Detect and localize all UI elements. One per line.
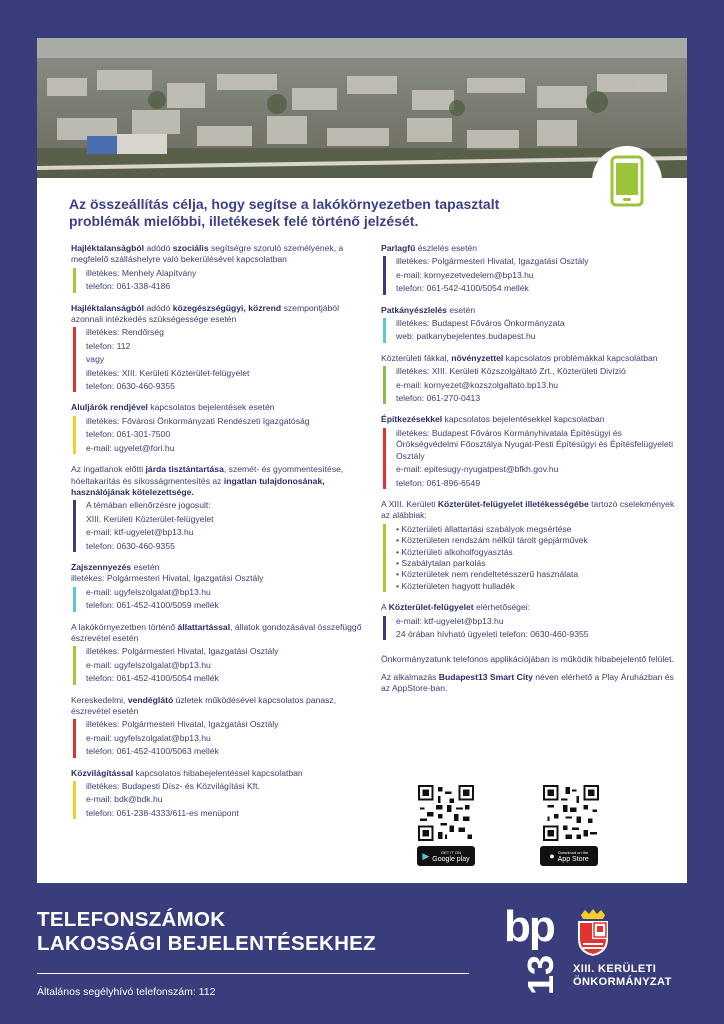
list-item: • Szabálytalan parkolás (396, 558, 676, 569)
contact-block: illetékes: Fővárosi Önkormányzati Rendészeti Igazgatóság telefon: 061-301-7500 e-mail: ugyelet@fori.hu (73, 416, 363, 454)
section-homeless-social: Hajléktalanságból adódó szociális segítségre szoruló személyének, a megfelelő szálláshelyre való bekerülésével kapcsolatban illetékes: Menhely Alapítvány telefon: 061-338-4186 (71, 243, 363, 293)
city-aerial-photo (37, 38, 687, 178)
list-item: • Közterületen hagyott hulladék (396, 581, 676, 592)
contact-block (383, 524, 676, 592)
contact-block: illetékes: Budapest Főváros Önkormányzata web: patkanybejelentes.budapest.hu (383, 318, 676, 343)
app-store-qr-code[interactable] (543, 785, 599, 841)
apple-icon: ● (549, 850, 555, 861)
footer-divider (37, 973, 469, 974)
section-homeless-public: Hajléktalanságból adódó közegészségügyi, közrend szempontjából azonnali intézkedés szükségessége esetén illetékes: Rendőrség telefon: 112 vagy illetékes: XIII. Kerületi Közterület-felügyelet telefon: 0630-460-9355 (71, 303, 363, 393)
contact-block: illetékes: Menhely Alapítvány telefon: 061-338-4186 (73, 268, 363, 293)
section-construction: Építkezésekkel kapcsolatos bejelentésekkel kapcsolatban illetékes: Budapest Főváros Kormányhivatala Építésügyi és Örökségvédelmi Főosztálya Nyugat-Pesti Építésügyi és Építésfelügyeleti Osztály e-mail: epitesugy-nyugatpest@bfkh.gov.hu telefon: 061-896-6549 (381, 414, 676, 488)
left-column (71, 243, 363, 829)
contact-block: illetékes: Polgármesteri Hivatal, Igazgatási Osztály e-mail: ugyfelszolgalat@bp13.hu telefon: 061-452-4100/5054 mellék (73, 646, 363, 684)
section-underpasses: Aluljárók rendjével kapcsolatos bejelentések esetén illetékes: Fővárosi Önkormányzati Rendészeti Igazgatóság telefon: 061-301-7500 e-mail: ugyelet@fori.hu (71, 402, 363, 454)
contact-block: illetékes: XIII. Kerületi Közszolgáltató Zrt., Közterületi Divízió e-mail: kornyezet@kozszolgaltato.bp13.hu telefon: 061-270-0413 (383, 366, 676, 404)
section-supervision-contacts: A Közterület-felügyelet elérhetőségei: e-mail: ktf-ugyelet@bp13.hu 24 órában hívható ügyeleti telefon: 0630-460-9355 (381, 602, 676, 640)
phone-icon (592, 146, 662, 216)
footer-title: TELEFONSZÁMOK LAKOSSÁGI BEJELENTÉSEKHEZ (37, 908, 376, 955)
poster-card (37, 38, 687, 883)
right-column (381, 243, 676, 705)
section-hospitality: Kereskedelmi, vendéglátó üzletek működésével kapcsolatos panasz, észrevétel esetén illetékes: Polgármesteri Hivatal, Igazgatási Osztály e-mail: ugyfelszolgalat@bp13.hu telefon: 061-452-4100/5063 mellék (71, 695, 363, 758)
section-noise: Zajszennyezés esetén illetékes: Polgármesteri Hivatal, Igazgatási Osztály e-mail: ugyfelszolgalat@bp13.hu telefon: 061-452-4100/5059 mellék (71, 562, 363, 612)
google-play-badge[interactable]: ▶ GET IT ON Google play (417, 846, 475, 866)
section-sidewalk: Az ingatlanok előtti járda tisztántartása, szemét- és gyommentesítése, hóeltakarítás és síkosságmentesítés az ingatlan tulajdonosának, használójának kötelezettsége. A témában ellenőrzésre jogosult: XIII. Kerületi Közterület-felügyelet e-mail: ktf-ugyelet@bp13.hu telefon: 0630-460-9355 (71, 464, 363, 552)
section-animals: A lakókörnyezetben történő állattartással, állatok gondozásával összefüggő észrevétel esetén illetékes: Polgármesteri Hivatal, Igazgatási Osztály e-mail: ugyfelszolgalat@bp13.hu telefon: 061-452-4100/5054 mellék (71, 621, 362, 684)
contact-block: e-mail: ugyfelszolgalat@bp13.hu telefon: 061-452-4100/5059 mellék (73, 587, 363, 612)
contact-block: e-mail: ktf-ugyelet@bp13.hu 24 órában hívható ügyeleti telefon: 0630-460-9355 (383, 616, 676, 641)
play-icon: ▶ (422, 850, 430, 861)
lead-text: Az összeállítás célja, hogy segítse a lakókörnyezetben tapasztalt problémák mielőbbi, illetékesek felé történő jelzését. (69, 196, 500, 229)
bp13-logo: bp 13 (504, 902, 561, 996)
list-item: • Közterületi állattartási szabályok megsértése (396, 524, 676, 535)
contact-block: illetékes: Budapesti Dísz- és Közvilágítási Kft. e-mail: bdk@bdk.hu telefon: 061-238-4333/611-es menüpont (73, 781, 363, 819)
contact-block: illetékes: Polgármesteri Hivatal, Igazgatási Osztály e-mail: kornyezetvedelem@bp13.hu telefon: 061-542-4100/5054 mellék (383, 256, 676, 294)
section-app: Önkormányzatunk telefonos applikációjában is működik hibabejelentő felület. Az alkalmazás Budapest13 Smart City néven elérhető a Play Áruházban és az AppStore-ban. (381, 654, 674, 694)
section-public-space-supervision: A XIII. Kerületi Közterület-felügyelet illetékességébe tartozó cselekmények az alábbiak: • Közterületi állattartási szabályok megsértése • Közterületen rendszám nélkül tárolt gépjárművek • Közterületi alkoholfogyasztás • Szabálytalan parkolás • Közterületek nem rendeltetésszerű használata • Közterületen hagyott hulladék (381, 499, 676, 592)
section-street-lighting: Közvilágítással kapcsolatos hibabejelentéssel kapcsolatban illetékes: Budapesti Dísz- és Közvilágítási Kft. e-mail: bdk@bdk.hu telefon: 061-238-4333/611-es menüpont (71, 768, 363, 820)
google-play-qr-code[interactable] (418, 785, 474, 841)
list-item: • Közterületek nem rendeltetésszerű használata (396, 569, 676, 580)
contact-block: illetékes: Rendőrség telefon: 112 vagy illetékes: XIII. Kerületi Közterület-felügyelet telefon: 0630-460-9355 (73, 327, 363, 392)
logo-text: XIII. KERÜLETI ÖNKORMÁNYZAT (573, 963, 672, 988)
coat-of-arms-icon (574, 909, 612, 957)
section-ragweed: Parlagfű észlelés esetén illetékes: Polgármesteri Hivatal, Igazgatási Osztály e-mail: kornyezetvedelem@bp13.hu telefon: 061-542-4100/5054 mellék (381, 243, 676, 295)
contact-block: A témában ellenőrzésre jogosult: XIII. Kerületi Közterület-felügyelet e-mail: ktf-ugyelet@bp13.hu telefon: 0630-460-9355 (73, 500, 363, 552)
violations-list (396, 524, 676, 592)
app-store-badge[interactable]: ● Download on the App Store (540, 846, 598, 866)
list-item: • Közterületen rendszám nélkül tárolt gépjárművek (396, 535, 676, 546)
contact-block: illetékes: Budapest Főváros Kormányhivatala Építésügyi és Örökségvédelmi Főosztálya Nyugat-Pesti Építésügyi és Építésfelügyeleti Osztály e-mail: epitesugy-nyugatpest@bfkh.gov.hu telefon: 061-896-6549 (383, 428, 676, 489)
section-trees: Közterületi fákkal, növényzettel kapcsolatos problémákkal kapcsolatban illetékes: XIII. Kerületi Közszolgáltató Zrt., Közterületi Divízió e-mail: kornyezet@kozszolgaltato.bp13.hu telefon: 061-270-0413 (381, 353, 676, 405)
list-item: • Közterületi alkoholfogyasztás (396, 547, 676, 558)
footer-subtitle: Általános segélyhívó telefonszám: 112 (37, 986, 216, 998)
contact-block: illetékes: Polgármesteri Hivatal, Igazgatási Osztály e-mail: ugyfelszolgalat@bp13.hu telefon: 061-452-4100/5063 mellék (73, 719, 363, 757)
section-rats: Patkányészlelés esetén illetékes: Budapest Főváros Önkormányzata web: patkanybejelentes.budapest.hu (381, 305, 676, 343)
